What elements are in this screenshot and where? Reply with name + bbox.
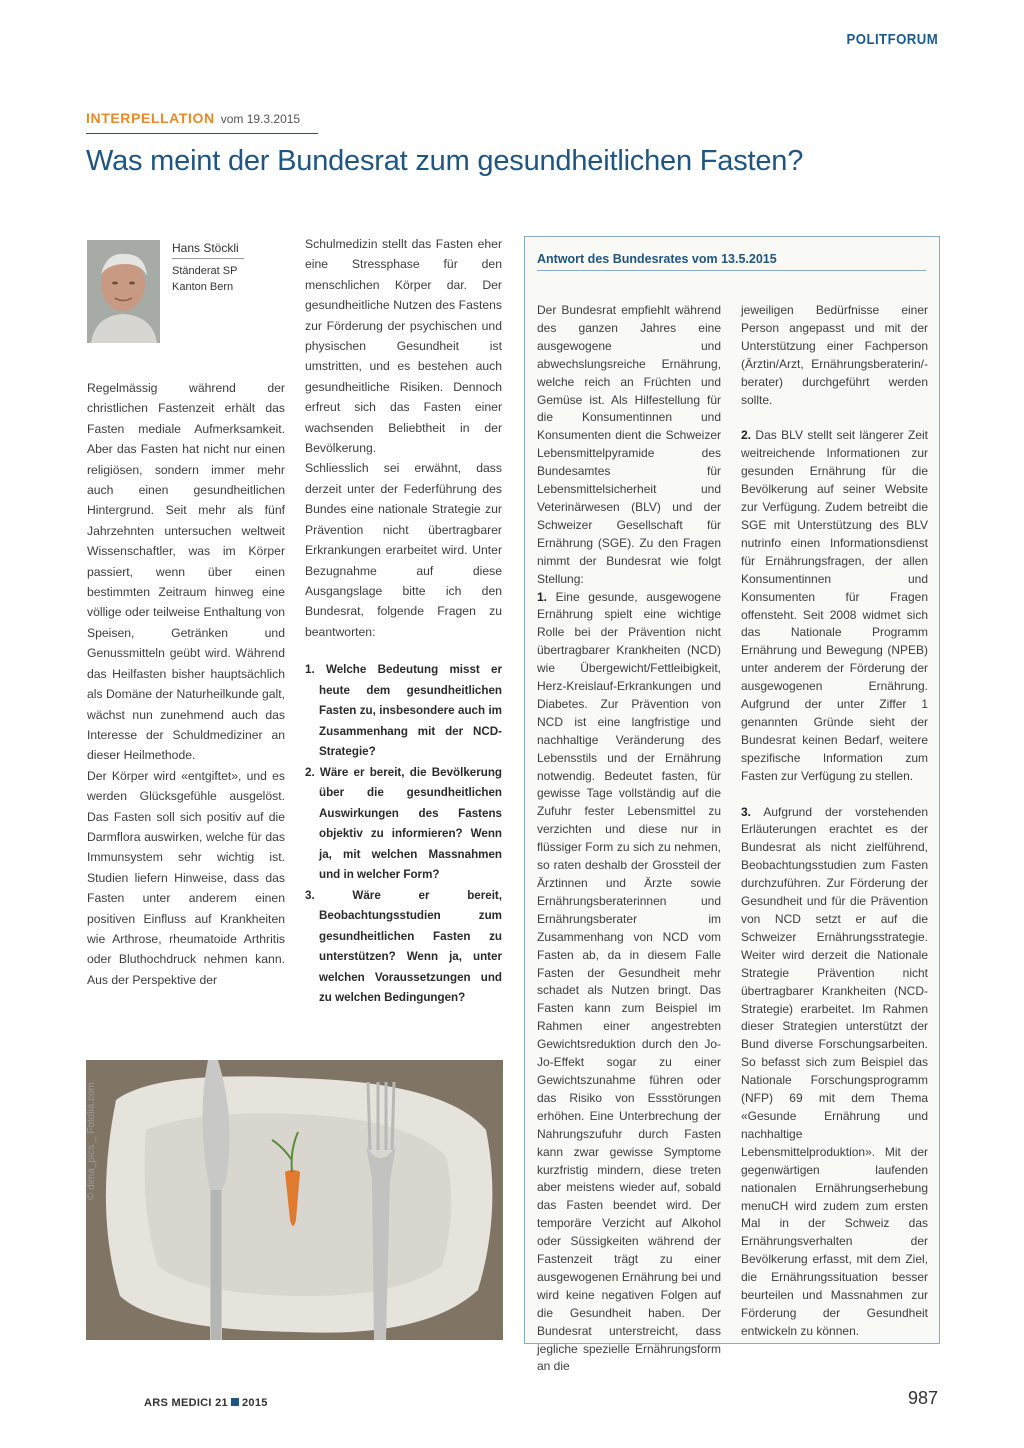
answer-text: Eine gesunde, ausgewogene Ernährung spielt eine wichtige Rolle bei der Prävention nicht übertragbarer Krankheiten (NCD) wie Übergewicht/Fettleibigkeit, Herz-Kreislauf-Erkrankungen und Diabetes. Zur Prävention von NCD ist eine langfristige und nachhaltige Veränderung des Lebensstils und der Ernährung notwendig. Bedeutet fasten, für gewisse Tage vollständig auf die Zufuhr fester Lebensmittel zu verzichten und diese nur in flüssiger Form zu sich zu nehmen, so raten deshalb der Grossteil der Ärztinnen und Ärzte sowie Ernährungsberaterinnen und Ernährungsberater im Zusammenhang von NCD vom Fasten ab, da in diesem Falle Fasten der Gesundheit mehr schadet als Nutzen bringt. Das Fasten kann zum Beispiel im Rahmen einer angestrebten Gewichtsreduktion durch den Jo-Jo-Effekt sogar zu einer Gewichtszunahme führen oder das Risiko von Essstörungen erhöhen. Eine Unterbrechung der Nahrungszufuhr durch Fasten kann zwar gewisse Symptome kurzfristig mindern, diese treten aber meistens wieder auf, sobald das Fasten beendet wird. Der temporäre Verzicht auf Alkohol oder Süssigkeiten während der Fastenzeit trägt zu einer ausgewogenen Ernährung bei und wird keine negativen Folgen auf die Gesundheit haben. Der Bundesrat unterstreicht, dass jegliche spezielle Ernährungsform an die <box>537 589 721 1374</box>
answer-text: Aufgrund der vorstehenden Erläuterungen erachtet es der Bundesrat als nicht zielführend, Beobachtungsstudien zum Fasten durchzuführen. Zur Förderung der Gesundheit und für die Prävention von NCD setzt er auf die Schweizer Ernährungsstrategie. Weiter wird derzeit die Nationale Strategie Prävention nicht übertragbarer Krankheiten (NCD-Strategie) erarbeitet. Im Rahmen dieser Strategien unterstützt der Bund diverse Forschungsarbeiten. So befasst sich zum Beispiel das Nationale Forschungsprogramm (NFP) 69 mit dem Thema «Gesunde Ernährung und nachhaltige Lebensmittelproduktion». Mit der gegenwärtigen laufenden nationalen Ernährungserhebung menuCH wird zudem zum ersten Mal in der Schweiz das Ernährungsverhalten der Bevölkerung erfasst, mit dem Ziel, die Ernährungssituation besser beurteilen und Massnahmen zur Förderung der Gesundheit entwickeln zu können. <box>741 804 928 1338</box>
answer-column-2 <box>741 302 928 1341</box>
answer-number: 2. <box>741 428 752 443</box>
answer-column-1 <box>537 302 721 1376</box>
answer-point-2 <box>741 427 928 785</box>
answer-heading: Antwort des Bundesrates vom 13.5.2015 <box>537 252 777 266</box>
footer-journal-name: ARS MEDICI 21 <box>144 1397 228 1409</box>
plate-photo <box>86 1060 503 1340</box>
page-number: 987 <box>907 1388 938 1408</box>
kicker <box>86 110 300 126</box>
answer-continuation: jeweiligen Bedürfnisse einer Person angepasst und mit der Unterstützung einer Fachperson (Ärztin/Arzt, Ernährungsberaterin/-berater) durchgeführt werden sollte. <box>741 303 928 407</box>
footer-journal <box>144 1397 268 1409</box>
author-canton: Kanton Bern <box>172 281 234 293</box>
answer-divider <box>537 270 926 271</box>
body-paragraph: Regelmässig während der christlichen Fastenzeit erhält das Fasten mediale Aufmerksamkeit. Aber das Fasten hat nicht nur einen religiösen, sondern immer mehr auch einen gesundheitlichen Hintergrund. Seit mehr als fünf Jahrzehnten untersuchen weltweit Wissenschaftler, was im Körper passiert, wenn über einen bestimmten Zeitraum hinweg eine völlige oder teilweise Enthaltung von Speisen, Getränken und Genussmitteln geübt wird. Während das Heilfasten bisher hauptsächlich als Domäne der Naturheilkunde galt, wächst nun zunehmend auch das Interesse der Schuldmediziner an dieser Heilmethode. <box>87 381 285 763</box>
answer-intro: Der Bundesrat empfiehlt während des ganzen Jahres eine ausgewogene und abwechslungsreiche Ernährung, welche reich an Früchten und Gemüse ist. Als Hilfestellung für die Konsumentinnen und Konsumenten dient die Schweizer Lebensmittelpyramide des Bundesamtes für Lebensmittelsicherheit und Veterinärwesen (BLV) und der Schweizer Gesellschaft für Ernährung (SGE). Zu den Fragen nimmt der Bundesrat wie folgt Stellung: <box>537 303 721 586</box>
body-column-1 <box>87 378 285 990</box>
answer-number: 1. <box>537 589 548 604</box>
answer-point-3 <box>741 804 928 1341</box>
question-list <box>305 660 502 1009</box>
body-paragraph: Schliesslich sei erwähnt, dass derzeit unter der Federführung des Bundes eine nationale Strategie zur Prävention nicht übertragbarer Erkrankungen erarbeitet wird. Unter Bezugnahme auf diese Ausgangslage bitte ich den Bundesrat, folgende Fragen zu beantworten: <box>305 461 502 639</box>
kicker-date: vom 19.3.2015 <box>220 112 301 126</box>
article-title: Was meint der Bundesrat zum gesundheitlichen Fasten? <box>86 145 804 177</box>
body-column-2 <box>305 234 502 1009</box>
author-role: Ständerat SP <box>172 265 238 277</box>
body-paragraph: Der Körper wird «entgiftet», und es werden Glücksgefühle ausgelöst. Das Fasten soll sich positiv auf die Darmflora auswirken, welche für das Immunsystem sehr wichtig ist. Studien liefern Hinweise, dass das Fasten unter anderem einen positiven Einfluss auf Krankheiten wie Arthrose, rheumatoide Arthritis oder Bluthochdruck nehmen kann. Aus der Perspektive der <box>87 768 285 987</box>
title-rule <box>86 133 318 134</box>
section-label: POLITFORUM <box>846 31 938 48</box>
footer-year: 2015 <box>241 1397 268 1409</box>
author-divider <box>172 258 244 259</box>
kicker-label: INTERPELLATION <box>86 110 215 126</box>
answer-point-1 <box>537 589 721 1377</box>
author-name: Hans Stöckli <box>172 241 239 255</box>
body-paragraph: Schulmedizin stellt das Fasten eher eine Stressphase für den menschlichen Körper dar. Der gesundheitliche Nutzen des Fastens zur Förderung der psychischen und physischen Gesundheit ist umstritten, und es bestehen auch gesundheitliche Risiken. Dennoch erfreut sich das Fasten einer wachsenden Beliebtheit in der Bevölkerung. <box>305 237 502 456</box>
footer-square-icon <box>231 1398 239 1406</box>
author-photo <box>87 240 160 343</box>
question-item: 2. Wäre er bereit, die Bevölkerung über die gesundheitlichen Auswirkungen des Fastens objektiv zu informieren? Wenn ja, mit welchen Massnahmen und in welcher Form? <box>305 765 502 882</box>
image-credit: © dima_pics _ Fotolia.com <box>86 1082 97 1200</box>
question-item: 1. Welche Bedeutung misst er heute dem gesundheitlichen Fasten zu, insbesondere auch im Zusammenhang mit der NCD-Strategie? <box>305 663 502 759</box>
answer-text: Das BLV stellt seit längerer Zeit weitreichende Informationen zur gesunden Ernährung für die Bevölkerung auf seiner Website zur Verfügung. Zudem betreibt die SGE mit Unterstützung des BLV nutrinfo einen Informationsdienst für Ernährungsfragen, der allen Konsumentinnen und Konsumenten für Fragen offensteht. Seit 2008 widmet sich das Nationale Programm Ernährung und Bewegung (NPEB) unter anderem der Förderung der ausgewogenen Ernährung. Aufgrund der unter Ziffer 1 genannten Gründe sieht der Bundesrat keinen Bedarf, weitere spezifische Information zum Fasten zur Verfügung zu stellen. <box>741 428 928 783</box>
question-item: 3. Wäre er bereit, Beobachtungsstudien zum gesundheitlichen Fasten zu unterstützen? Wenn ja, unter welchen Voraussetzungen und zu welchen Bedingungen? <box>305 888 502 1005</box>
answer-number: 3. <box>741 804 752 819</box>
